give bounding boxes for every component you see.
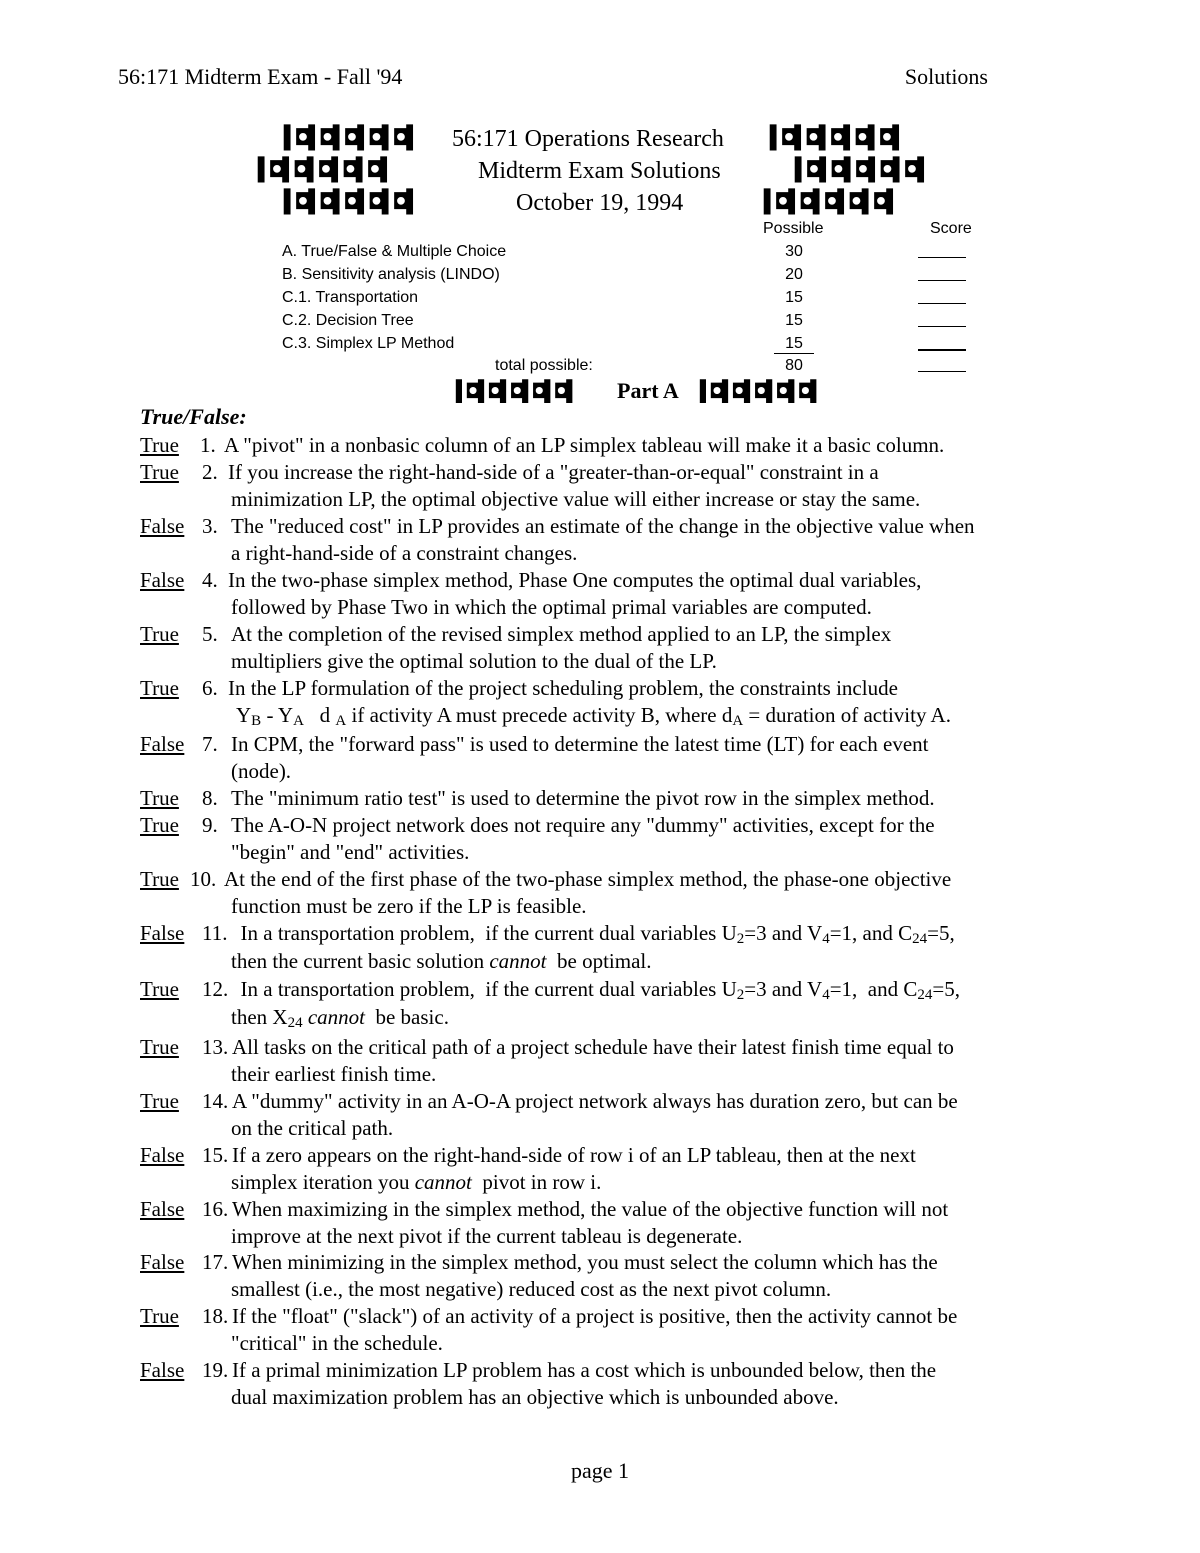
question-number: 1. bbox=[200, 433, 216, 457]
score-row bbox=[0, 243, 1200, 265]
question-number: 8. bbox=[202, 786, 218, 810]
answer: True bbox=[140, 1089, 179, 1113]
question-text-cont: minimization LP, the optimal objective value will either increase or stay the same. bbox=[231, 487, 921, 511]
total-points: 80 bbox=[785, 357, 803, 374]
answer: True bbox=[140, 676, 179, 700]
question-text: When minimizing in the simplex method, you must select the column which has the bbox=[232, 1250, 938, 1274]
score-row-points: 30 bbox=[785, 243, 803, 260]
col-possible-header: Possible bbox=[763, 220, 824, 237]
question-number: 5. bbox=[202, 622, 218, 646]
score-blank bbox=[918, 371, 966, 372]
total-label: total possible: bbox=[495, 357, 593, 374]
score-blank bbox=[918, 257, 966, 258]
question-text-cont: (node). bbox=[231, 759, 292, 783]
score-row bbox=[0, 289, 1200, 311]
answer: True bbox=[140, 977, 179, 1001]
ornament-right: ▌◘▌◘▌◘▌◘▌◘▌ bbox=[764, 190, 899, 215]
score-row bbox=[0, 335, 1200, 357]
score-total-row bbox=[0, 357, 1200, 379]
answer: False bbox=[140, 568, 185, 592]
score-blank bbox=[918, 280, 966, 281]
score-row-points: 15 bbox=[774, 335, 814, 354]
question-number: 19. bbox=[202, 1358, 229, 1382]
score-row-points: 15 bbox=[785, 312, 803, 329]
col-score-header: Score bbox=[930, 220, 972, 237]
page-number: page 1 bbox=[570, 1458, 630, 1483]
section-label: True/False: bbox=[140, 404, 247, 429]
question-text: The "minimum ratio test" is used to determine the pivot row in the simplex method. bbox=[231, 786, 935, 810]
exam-title: Midterm Exam Solutions bbox=[478, 158, 721, 184]
question-text-cont: multipliers give the optimal solution to the dual of the LP. bbox=[231, 649, 717, 673]
answer: True bbox=[140, 460, 179, 484]
question-number: 16. bbox=[202, 1197, 229, 1221]
score-row-points: 20 bbox=[785, 266, 803, 283]
header-right: Solutions bbox=[904, 64, 988, 89]
answer: False bbox=[140, 1143, 185, 1167]
question-number: 2. bbox=[202, 460, 218, 484]
question-text-cont: smallest (i.e., the most negative) reduced cost as the next pivot column. bbox=[231, 1277, 832, 1301]
question-text: In CPM, the "forward pass" is used to determine the latest time (LT) for each event bbox=[231, 732, 929, 756]
question-text: In a transportation problem, if the current dual variables $U_2=3$ and $V_4=1$, and $C_{24}=5$, bbox=[230, 977, 960, 1003]
answer: False bbox=[140, 1197, 185, 1221]
ornament-left: ▌◘▌◘▌◘▌◘▌◘▌ bbox=[258, 158, 393, 183]
answer: False bbox=[140, 1250, 185, 1274]
score-row-points: 15 bbox=[785, 289, 803, 306]
question-text: If the "float" ("slack") of an activity of a project is positive, then the activity cannot be bbox=[232, 1304, 958, 1328]
question-number: 13. bbox=[202, 1035, 229, 1059]
question-text-cont: function must be zero if the LP is feasible. bbox=[231, 894, 587, 918]
question-text-cont: then $X_{24}$ cannot be basic. bbox=[231, 1005, 449, 1031]
score-blank bbox=[918, 326, 966, 327]
question-text-cont: "critical" in the schedule. bbox=[231, 1331, 443, 1355]
question-number: 11. bbox=[202, 921, 228, 945]
question-text: If a zero appears on the right-hand-side of row i of an LP tableau, then at the next bbox=[232, 1143, 916, 1167]
question-text: In the two-phase simplex method, Phase One computes the optimal dual variables, bbox=[228, 568, 922, 592]
part-a-title: Part A bbox=[617, 378, 679, 403]
question-text: In a transportation problem, if the current dual variables $U_2=3$ and $V_4=1$, and $C_{24}=5$, bbox=[230, 921, 955, 947]
answer: True bbox=[140, 1304, 179, 1328]
question-text-cont: "begin" and "end" activities. bbox=[231, 840, 470, 864]
exam-date: October 19, 1994 bbox=[516, 190, 684, 216]
question-number: 17. bbox=[202, 1250, 229, 1274]
question-number: 10. bbox=[190, 867, 217, 891]
question-text: All tasks on the critical path of a project schedule have their latest finish time equal to bbox=[232, 1035, 954, 1059]
answer: True bbox=[140, 1035, 179, 1059]
score-blank bbox=[918, 303, 966, 304]
question-number: 18. bbox=[202, 1304, 229, 1328]
score-blank bbox=[918, 349, 966, 351]
score-row-label: C.3. Simplex LP Method bbox=[282, 335, 455, 352]
answer: True bbox=[140, 433, 179, 457]
question-text-cont: followed by Phase Two in which the optimal primal variables are computed. bbox=[231, 595, 872, 619]
answer: True bbox=[140, 813, 179, 837]
answer: False bbox=[140, 1358, 185, 1382]
question-number: 4. bbox=[202, 568, 218, 592]
ornament-left: ▌◘▌◘▌◘▌◘▌◘▌ bbox=[284, 126, 419, 151]
question-number: 12. bbox=[202, 977, 229, 1001]
question-number: 9. bbox=[202, 813, 218, 837]
question-text-cont: simplex iteration you cannot pivot in row i. bbox=[231, 1170, 602, 1194]
answer: False bbox=[140, 514, 185, 538]
question-text: In the LP formulation of the project scheduling problem, the constraints include bbox=[228, 676, 898, 700]
question-text: The A-O-N project network does not require any "dummy" activities, except for the bbox=[231, 813, 935, 837]
question-text: At the completion of the revised simplex method applied to an LP, the simplex bbox=[231, 622, 892, 646]
score-row-label: C.2. Decision Tree bbox=[282, 312, 414, 329]
question-number: 3. bbox=[202, 514, 218, 538]
answer: False bbox=[140, 732, 185, 756]
score-row bbox=[0, 312, 1200, 334]
answer: True bbox=[140, 622, 179, 646]
ornament-right: ▌◘▌◘▌◘▌◘▌◘▌ bbox=[795, 158, 930, 183]
question-text: When maximizing in the simplex method, the value of the objective function will not bbox=[232, 1197, 949, 1221]
score-row bbox=[0, 266, 1200, 288]
question-text: If a primal minimization LP problem has a cost which is unbounded below, then the bbox=[232, 1358, 937, 1382]
course-title: 56:171 Operations Research bbox=[452, 126, 724, 152]
answer: True bbox=[140, 786, 179, 810]
ornament-right: ▌◘▌◘▌◘▌◘▌◘▌ bbox=[770, 126, 905, 151]
question-number: 6. bbox=[202, 676, 218, 700]
score-row-label: A. True/False & Multiple Choice bbox=[282, 243, 507, 260]
question-number: 15. bbox=[202, 1143, 229, 1167]
question-text-cont: their earliest finish time. bbox=[231, 1062, 437, 1086]
question-number: 14. bbox=[202, 1089, 229, 1113]
ornament-left: ▌◘▌◘▌◘▌◘▌◘▌ bbox=[284, 190, 419, 215]
ornament-right: ▌◘▌◘▌◘▌◘▌◘▌ bbox=[700, 379, 822, 403]
question-text-cont: improve at the next pivot if the current tableau is degenerate. bbox=[231, 1224, 743, 1248]
ornament-left: ▌◘▌◘▌◘▌◘▌◘▌ bbox=[456, 379, 578, 403]
question-text-cont: $Y_B - Y_A$ d $_A$ if activity A must precede activity B, where $d_A$ = duration of activity A. bbox=[236, 703, 951, 729]
score-row-label: B. Sensitivity analysis (LINDO) bbox=[282, 266, 500, 283]
question-text-cont: then the current basic solution cannot be optimal. bbox=[231, 949, 652, 973]
answer: True bbox=[140, 867, 179, 891]
answer: False bbox=[140, 921, 185, 945]
question-text-cont: dual maximization problem has an objective which is unbounded above. bbox=[231, 1385, 839, 1409]
question-text-cont: a right-hand-side of a constraint changes. bbox=[231, 541, 578, 565]
question-text-cont: on the critical path. bbox=[231, 1116, 394, 1140]
question-text: At the end of the first phase of the two-phase simplex method, the phase-one objective bbox=[224, 867, 952, 891]
score-row-label: C.1. Transportation bbox=[282, 289, 419, 306]
question-text: A "dummy" activity in an A-O-A project network always has duration zero, but can be bbox=[232, 1089, 958, 1113]
question-text: If you increase the right-hand-side of a "greater-than-or-equal" constraint in a bbox=[228, 460, 879, 484]
question-text: The "reduced cost" in LP provides an estimate of the change in the objective value when bbox=[231, 514, 975, 538]
question-number: 7. bbox=[202, 732, 218, 756]
question-text: A "pivot" in a nonbasic column of an LP simplex tableau will make it a basic column. bbox=[224, 433, 945, 457]
header-left: 56:171 Midterm Exam - Fall '94 bbox=[118, 64, 403, 89]
